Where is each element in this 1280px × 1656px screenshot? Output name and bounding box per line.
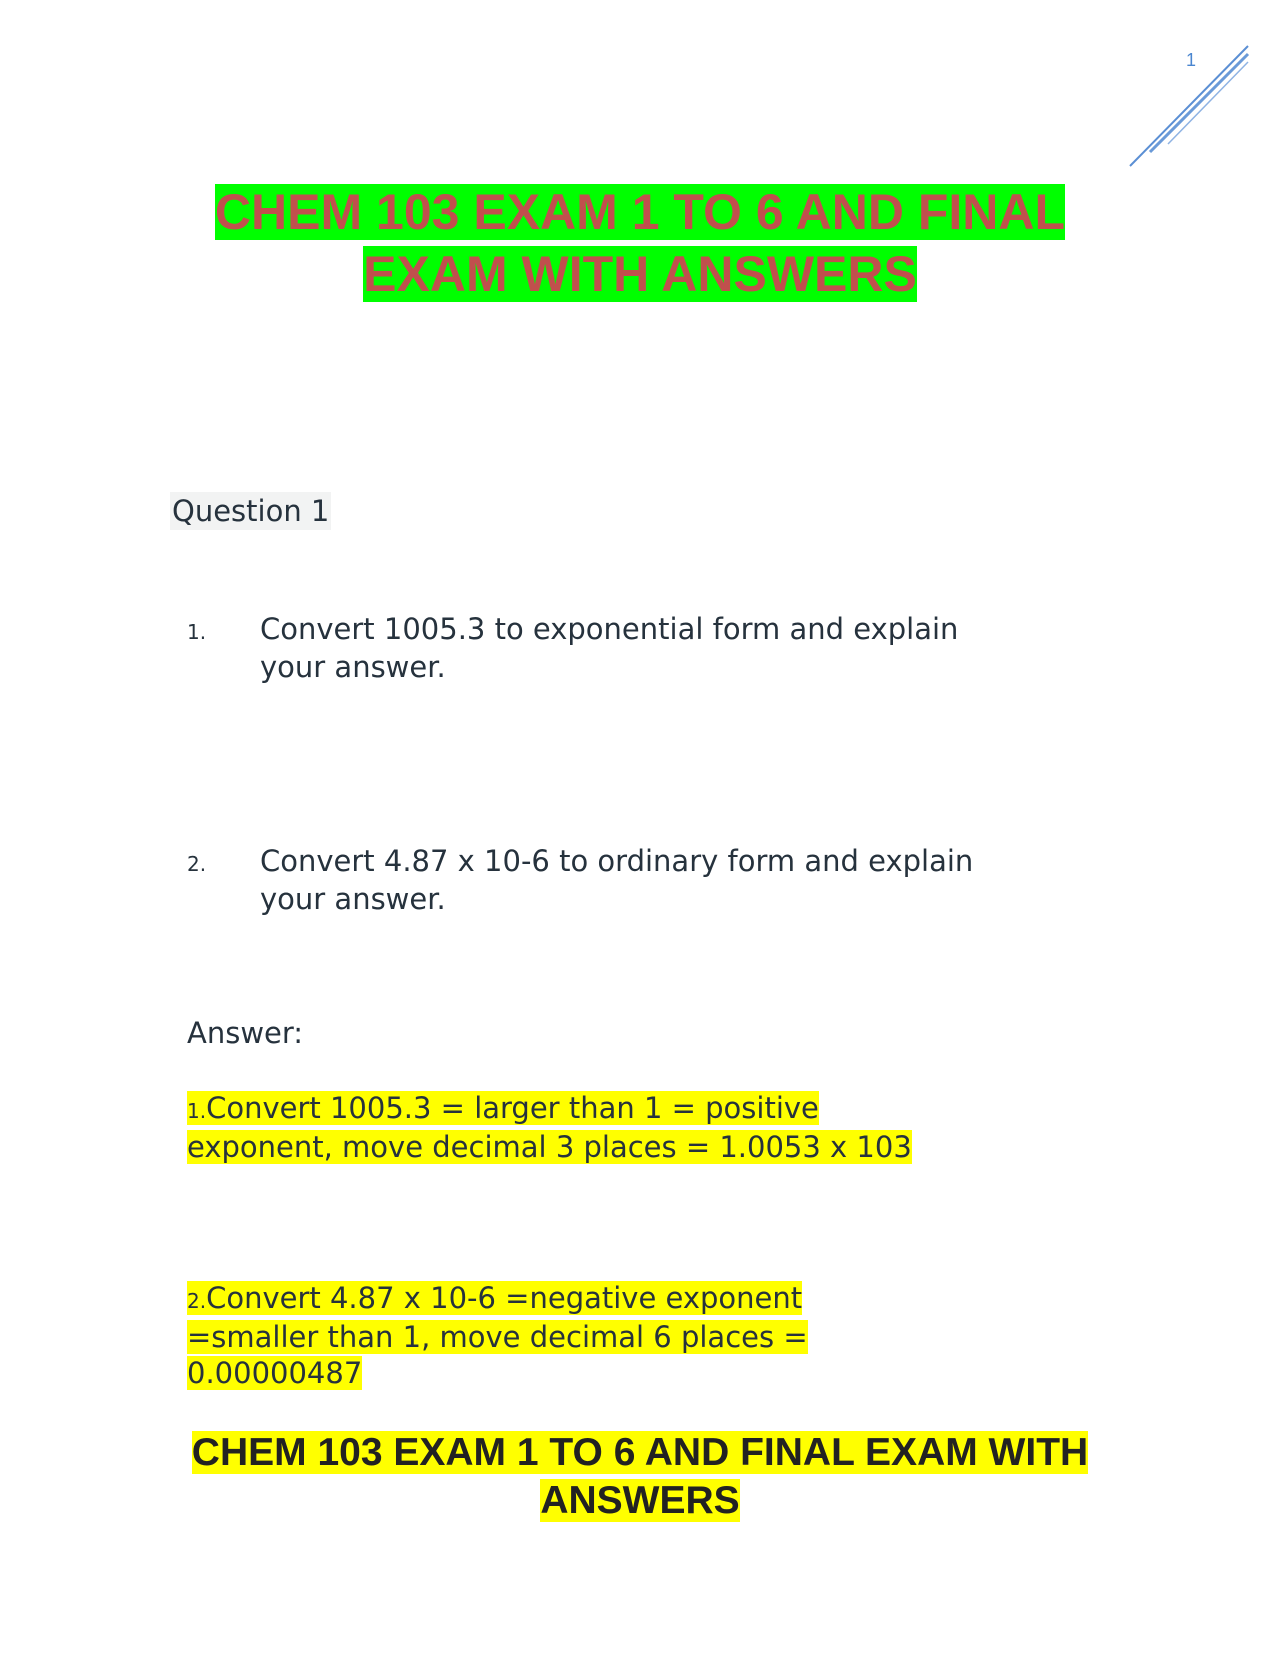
question-heading: Question 1	[172, 494, 330, 528]
question-text: Convert 4.87 x 10-6 to ordinary form and explain your answer.	[260, 844, 974, 916]
answer-item: 1.Convert 1005.3 = larger than 1 = positive exponent, move decimal 3 places = 1.0053 x 103	[187, 1091, 912, 1164]
footer-title-line: ANSWERS	[540, 1479, 740, 1522]
page-corner-decoration-icon	[1120, 40, 1280, 180]
title-line: EXAM WITH ANSWERS	[363, 246, 917, 302]
question-item	[187, 842, 974, 916]
footer-title	[0, 1429, 1280, 1525]
list-number: 2.	[187, 852, 207, 876]
list-number: 2.	[187, 1289, 207, 1313]
list-number: 1.	[187, 1099, 207, 1123]
document-title	[0, 181, 1280, 305]
title-line: CHEM 103 EXAM 1 TO 6 AND FINAL	[214, 184, 1066, 240]
question-item	[187, 610, 959, 684]
question-text: Convert 1005.3 to exponential form and explain your answer.	[260, 612, 959, 684]
footer-title-line: CHEM 103 EXAM 1 TO 6 AND FINAL EXAM WITH	[191, 1431, 1089, 1474]
list-number: 1.	[187, 620, 207, 644]
page-number: 1	[1186, 50, 1197, 70]
answer-item: 2.Convert 4.87 x 10-6 =negative exponent =smaller than 1, move decimal 6 places = 0.00000487	[187, 1281, 808, 1390]
answer-label: Answer:	[187, 1016, 304, 1050]
